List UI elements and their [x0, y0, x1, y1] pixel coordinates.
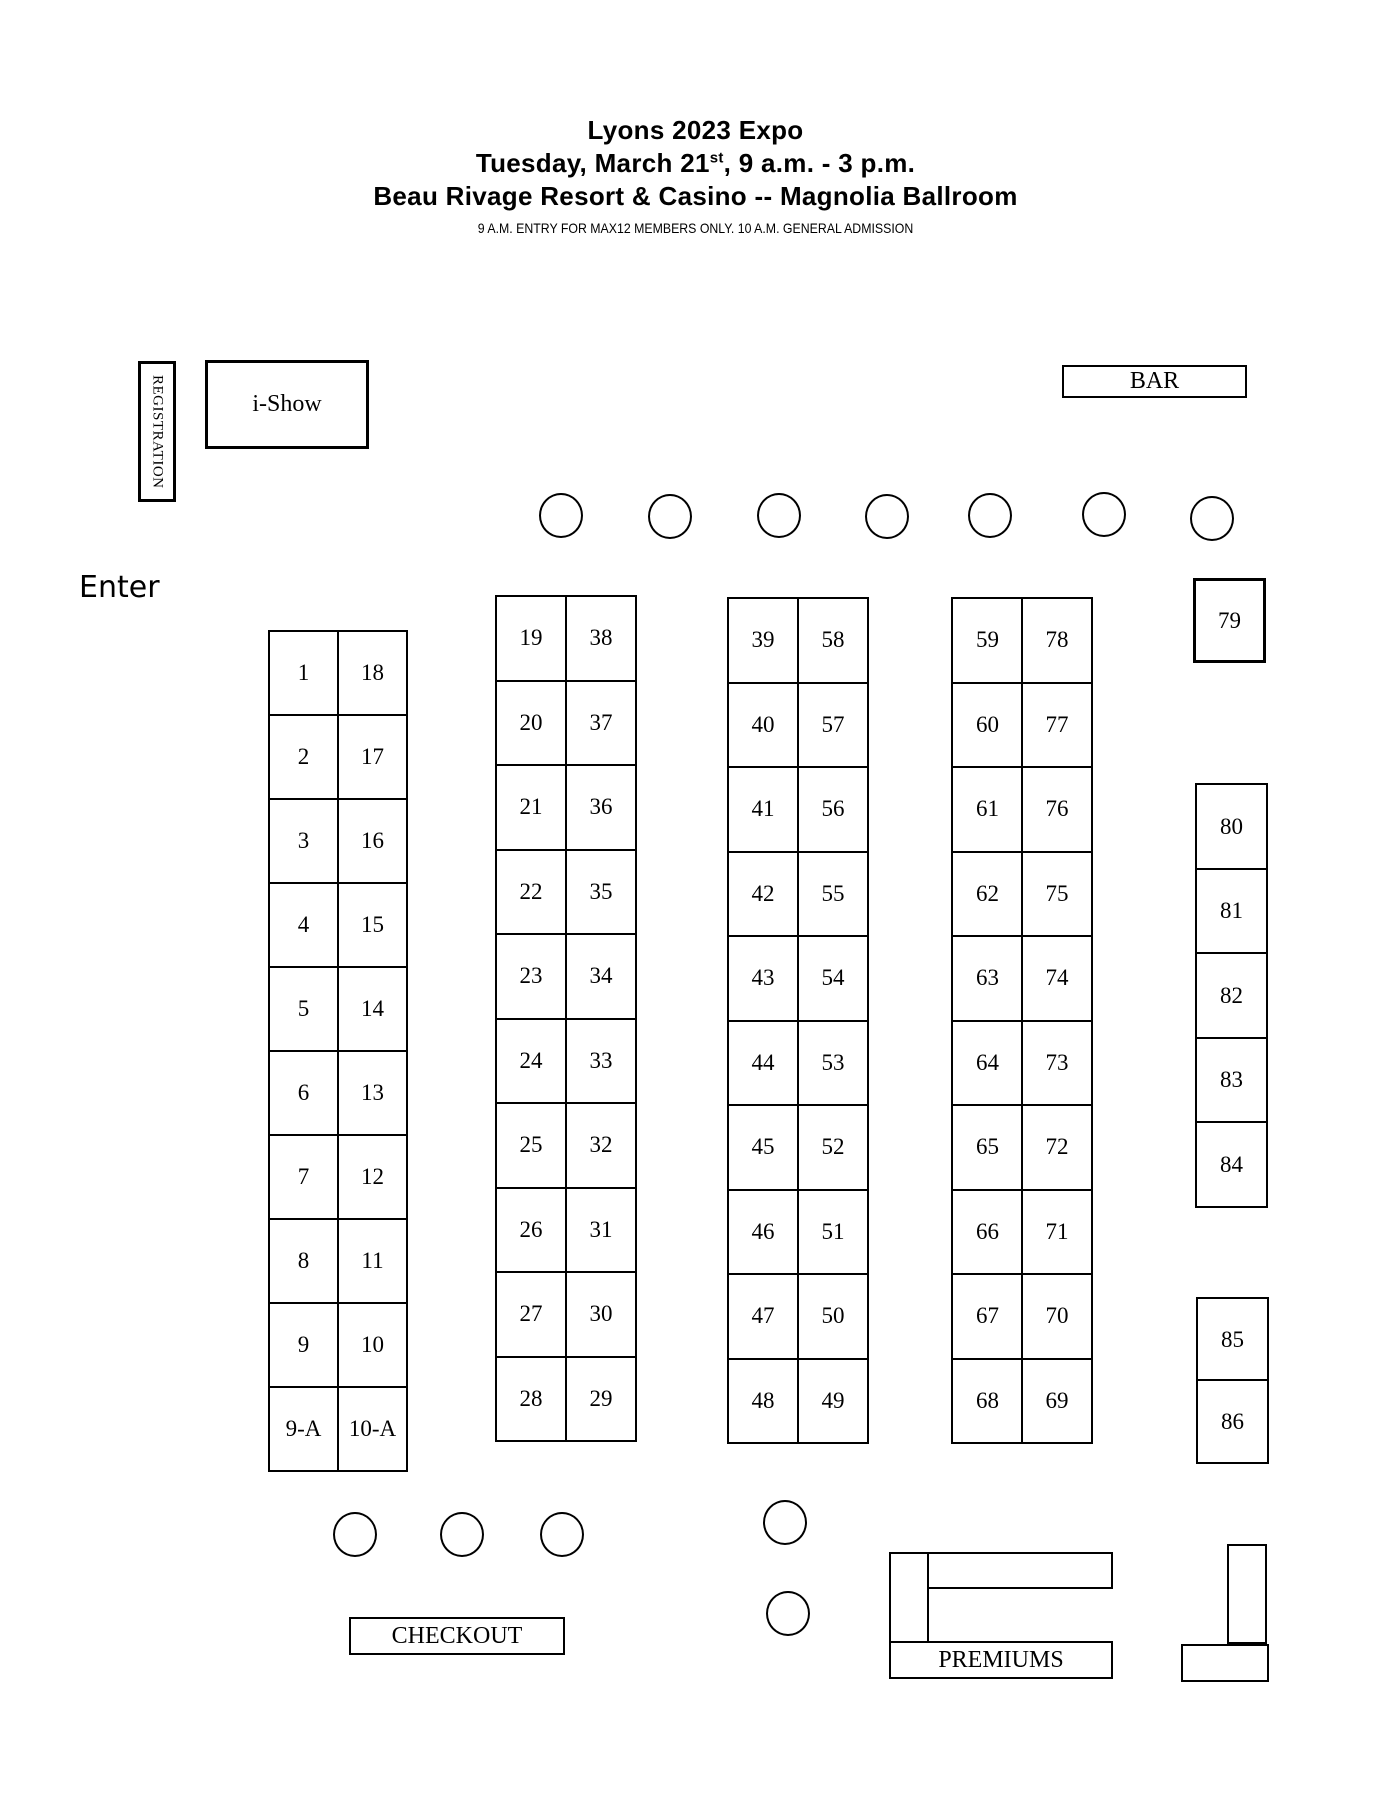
premiums-table-top: [927, 1552, 1113, 1589]
booth[interactable]: 62: [951, 851, 1024, 938]
booth[interactable]: 45: [727, 1104, 799, 1191]
booth[interactable]: 41: [727, 766, 799, 853]
booth[interactable]: 8: [268, 1218, 339, 1304]
round-table: [440, 1512, 484, 1557]
round-table: [865, 494, 909, 539]
booth[interactable]: 10-A: [337, 1386, 408, 1472]
booth[interactable]: 81: [1195, 868, 1268, 955]
booth[interactable]: 36: [565, 764, 637, 851]
booth[interactable]: 61: [951, 766, 1024, 853]
booth[interactable]: 2: [268, 714, 339, 800]
booth[interactable]: 44: [727, 1020, 799, 1107]
booth[interactable]: 46: [727, 1189, 799, 1276]
booth[interactable]: 1: [268, 630, 339, 716]
booth[interactable]: 48: [727, 1358, 799, 1445]
booth[interactable]: 84: [1195, 1121, 1268, 1208]
registration-desk: REGISTRATION: [138, 361, 176, 502]
booth[interactable]: 33: [565, 1018, 637, 1105]
booth[interactable]: 83: [1195, 1037, 1268, 1124]
premiums-table-bottom: PREMIUMS: [889, 1641, 1113, 1679]
booth[interactable]: 6: [268, 1050, 339, 1136]
booth[interactable]: 30: [565, 1271, 637, 1358]
booth[interactable]: 54: [797, 935, 869, 1022]
booth[interactable]: 63: [951, 935, 1024, 1022]
booth[interactable]: 52: [797, 1104, 869, 1191]
booth[interactable]: 79: [1193, 578, 1266, 663]
expo-date: [0, 147, 1391, 179]
booth[interactable]: 31: [565, 1187, 637, 1274]
booth[interactable]: 24: [495, 1018, 567, 1105]
booth[interactable]: 26: [495, 1187, 567, 1274]
round-table: [1082, 492, 1126, 537]
booth[interactable]: 77: [1021, 682, 1093, 769]
booth[interactable]: 12: [337, 1134, 408, 1220]
booth[interactable]: 38: [565, 595, 637, 682]
booth[interactable]: 70: [1021, 1273, 1093, 1360]
booth[interactable]: 86: [1196, 1379, 1269, 1464]
booth[interactable]: 69: [1021, 1358, 1093, 1445]
booth[interactable]: 71: [1021, 1189, 1093, 1276]
booth[interactable]: 22: [495, 849, 567, 936]
round-table: [539, 493, 583, 538]
premiums-table-vertical: [889, 1552, 929, 1644]
round-table: [766, 1591, 810, 1636]
booth[interactable]: 80: [1195, 783, 1268, 870]
booth[interactable]: 74: [1021, 935, 1093, 1022]
booth[interactable]: 85: [1196, 1297, 1269, 1382]
booth[interactable]: 47: [727, 1273, 799, 1360]
booth[interactable]: 78: [1021, 597, 1093, 684]
booth[interactable]: 17: [337, 714, 408, 800]
corner-table-vertical: [1227, 1544, 1267, 1644]
booth[interactable]: 56: [797, 766, 869, 853]
booth[interactable]: 58: [797, 597, 869, 684]
booth[interactable]: 72: [1021, 1104, 1093, 1191]
booth[interactable]: 64: [951, 1020, 1024, 1107]
booth[interactable]: 9: [268, 1302, 339, 1388]
booth[interactable]: 68: [951, 1358, 1024, 1445]
booth[interactable]: 16: [337, 798, 408, 884]
booth[interactable]: 7: [268, 1134, 339, 1220]
entry-notice: 9 A.M. ENTRY FOR MAX12 MEMBERS ONLY. 10 A.M. GENERAL ADMISSION: [477, 220, 914, 236]
booth[interactable]: 35: [565, 849, 637, 936]
bar-area: BAR: [1062, 365, 1247, 398]
booth[interactable]: 53: [797, 1020, 869, 1107]
booth[interactable]: 55: [797, 851, 869, 938]
round-table: [648, 494, 692, 539]
booth[interactable]: 51: [797, 1189, 869, 1276]
round-table: [1190, 496, 1234, 541]
checkout-area: CHECKOUT: [349, 1617, 565, 1655]
booth[interactable]: 76: [1021, 766, 1093, 853]
booth[interactable]: 11: [337, 1218, 408, 1304]
expo-venue: Beau Rivage Resort & Casino -- Magnolia Ballroom: [373, 181, 1018, 211]
booth[interactable]: 10: [337, 1302, 408, 1388]
booth[interactable]: 18: [337, 630, 408, 716]
booth[interactable]: 82: [1195, 952, 1268, 1039]
booth[interactable]: 37: [565, 680, 637, 767]
date-ordinal: st: [709, 149, 724, 167]
booth[interactable]: 32: [565, 1102, 637, 1189]
booth[interactable]: 15: [337, 882, 408, 968]
booth[interactable]: 14: [337, 966, 408, 1052]
booth[interactable]: 49: [797, 1358, 869, 1445]
round-table: [757, 493, 801, 538]
booth[interactable]: 40: [727, 682, 799, 769]
booth[interactable]: 43: [727, 935, 799, 1022]
booth[interactable]: 50: [797, 1273, 869, 1360]
round-table: [333, 1512, 377, 1557]
booth[interactable]: 20: [495, 680, 567, 767]
booth[interactable]: 19: [495, 595, 567, 682]
booth[interactable]: 39: [727, 597, 799, 684]
booth[interactable]: 42: [727, 851, 799, 938]
booth[interactable]: 57: [797, 682, 869, 769]
expo-title: Lyons 2023 Expo: [587, 115, 804, 145]
ishow-area: i-Show: [205, 360, 369, 449]
booth[interactable]: 65: [951, 1104, 1024, 1191]
date-main: Tuesday, March 21: [475, 148, 710, 178]
booth[interactable]: 75: [1021, 851, 1093, 938]
booth[interactable]: 59: [951, 597, 1024, 684]
booth[interactable]: 4: [268, 882, 339, 968]
booth[interactable]: 5: [268, 966, 339, 1052]
booth[interactable]: 73: [1021, 1020, 1093, 1107]
booth[interactable]: 3: [268, 798, 339, 884]
booth[interactable]: 34: [565, 933, 637, 1020]
booth[interactable]: 9-A: [268, 1386, 339, 1472]
round-table: [968, 493, 1012, 538]
booth[interactable]: 60: [951, 682, 1024, 769]
booth[interactable]: 25: [495, 1102, 567, 1189]
round-table: [540, 1512, 584, 1557]
booth[interactable]: 29: [565, 1356, 637, 1443]
corner-table-horizontal: [1181, 1644, 1269, 1682]
enter-label: Enter: [79, 570, 160, 605]
booth[interactable]: 23: [495, 933, 567, 1020]
booth[interactable]: 66: [951, 1189, 1024, 1276]
booth[interactable]: 27: [495, 1271, 567, 1358]
booth[interactable]: 67: [951, 1273, 1024, 1360]
booth[interactable]: 21: [495, 764, 567, 851]
round-table: [763, 1500, 807, 1545]
date-time: , 9 a.m. - 3 p.m.: [723, 148, 916, 178]
booth[interactable]: 28: [495, 1356, 567, 1443]
booth[interactable]: 13: [337, 1050, 408, 1136]
